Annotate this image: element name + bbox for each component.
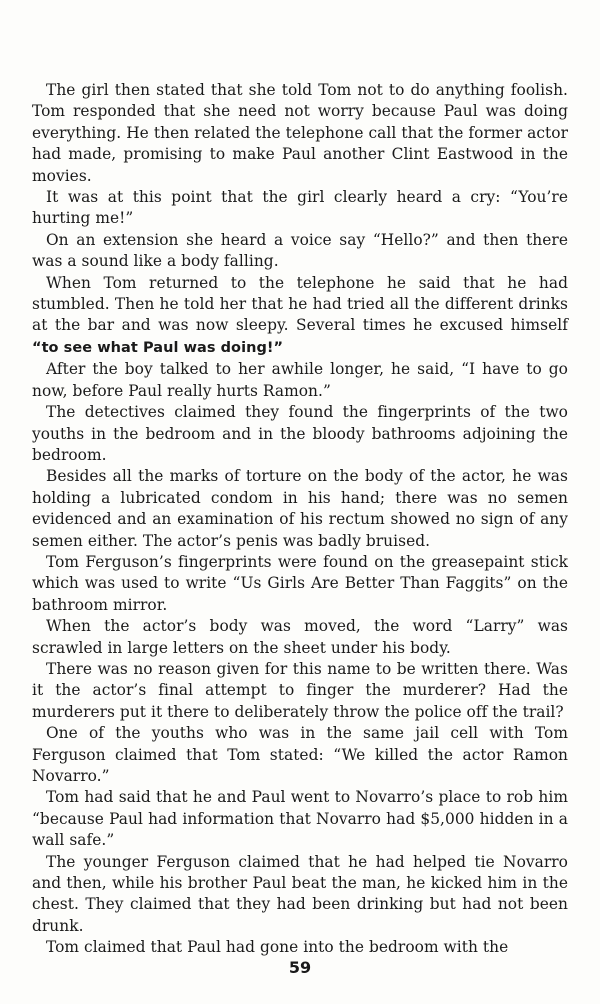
paragraph: When the actor’s body was moved, the word “Larry” was scrawled in large letters on the sheet under his body.	[32, 617, 568, 657]
paragraph: The younger Ferguson claimed that he had helped tie Novarro and then, while his brother Paul beat the man, he kicked him in the chest. They claimed that they had been drinking but had not been drunk.	[32, 852, 568, 935]
page-number: 59	[288, 958, 312, 977]
paragraph: One of the youths who was in the same jail cell with Tom Ferguson claimed that Tom stated: “We killed the actor Ramon Novarro.”	[32, 724, 568, 785]
paragraph: The detectives claimed they found the fingerprints of the two youths in the bedroom and in the bloody bathrooms adjoining the bedroom.	[32, 403, 568, 464]
emphasized-quote: “to see what Paul was doing!”	[32, 339, 284, 356]
paragraph: Tom had said that he and Paul went to Novarro’s place to rob him “because Paul had information that Novarro had $5,000 hidden in a wall safe.”	[32, 788, 568, 850]
paragraph: Tom Ferguson’s fingerprints were found on the greasepaint stick which was used to write “Us Girls Are Better Than Faggits” on the bathroom mirror.	[32, 552, 568, 614]
paragraph: It was at this point that the girl clearly heard a cry: “You’re hurting me!”	[32, 188, 568, 228]
paragraph: When Tom returned to the telephone he said that he had stumbled. Then he told her that he had tried all the different drinks at the bar and was now sleepy. Several times he excused himself “to see what Paul was doing!”	[32, 273, 568, 356]
body-text	[32, 80, 568, 959]
paragraph: The girl then stated that she told Tom not to do anything foolish. Tom responded that she need not worry because Paul was doing everything. He then related the telephone call that the former actor had made, promising to make Paul another Clint Eastwood in the movies.	[32, 81, 568, 185]
paragraph: After the boy talked to her awhile longer, he said, “I have to go now, before Paul really hurts Ramon.”	[32, 360, 568, 400]
paragraph: On an extension she heard a voice say “Hello?” and then there was a sound like a body falling.	[32, 230, 568, 271]
paragraph: Tom claimed that Paul had gone into the bedroom with the	[46, 938, 509, 957]
paragraph: Besides all the marks of torture on the body of the actor, he was holding a lubricated condom in his hand; there was no semen evidenced and an examination of his rectum showed no sign of any semen either. The actor’s penis was badly bruised.	[32, 467, 568, 550]
paragraph: There was no reason given for this name to be written there. Was it the actor’s final attempt to finger the murderer? Had the murderers put it there to deliberately throw the police off the trail?	[32, 659, 568, 721]
